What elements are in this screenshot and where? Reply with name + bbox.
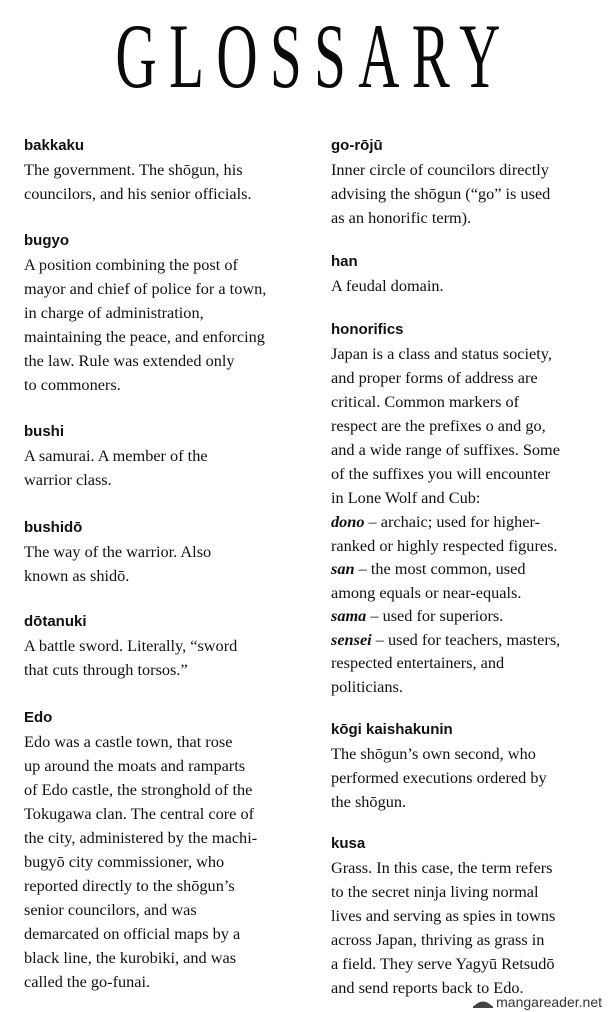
def-line: in Lone Wolf and Cub: xyxy=(331,488,481,507)
entry-term: kusa xyxy=(331,835,366,852)
entry-definition xyxy=(24,730,286,994)
def-line: advising the shōgun (“go” is used xyxy=(331,184,551,203)
entry-term: honorifics xyxy=(331,321,404,338)
suffix-line: sensei – used for teachers, masters, xyxy=(331,629,561,649)
entry-term: bushi xyxy=(24,423,64,440)
suffix-line: among equals or near-equals. xyxy=(331,582,522,602)
def-line: maintaining the peace, and enforcing xyxy=(24,327,265,346)
entry-term: bugyo xyxy=(24,232,69,249)
entry-definition xyxy=(24,158,286,206)
page-title: GLOSSARY xyxy=(115,5,513,107)
entry-term: bakkaku xyxy=(24,137,85,154)
entry-term: go-rōjū xyxy=(331,137,383,154)
def-line: called the go-funai. xyxy=(24,972,151,991)
entry-edo xyxy=(24,708,286,994)
def-line: demarcated on official maps by a xyxy=(24,924,241,943)
entry-bushi xyxy=(24,422,286,492)
def-line: reported directly to the shōgun’s xyxy=(24,876,235,895)
def-line: up around the moats and ramparts xyxy=(24,756,246,775)
entry-term: bushidō xyxy=(24,519,83,536)
def-line: Grass. In this case, the term refers xyxy=(331,858,553,877)
entry-definition xyxy=(24,444,286,492)
def-line: The government. The shōgun, his xyxy=(24,160,243,179)
def-line: to the secret ninja living normal xyxy=(331,882,539,901)
suffix-line: san – the most common, used xyxy=(331,559,526,578)
entry-term: han xyxy=(331,253,358,270)
entry-definition xyxy=(24,634,286,682)
watermark-text: mangareader.net xyxy=(496,994,602,1010)
def-line: The shōgun’s own second, who xyxy=(331,744,536,763)
def-line: the city, administered by the machi- xyxy=(24,828,258,847)
def-line: across Japan, thriving as grass in xyxy=(331,930,545,949)
def-line: performed executions ordered by xyxy=(331,768,547,787)
def-line: of the suffixes you will encounter xyxy=(331,464,550,483)
entry-definition xyxy=(24,540,286,588)
suffix-line: politicians. xyxy=(331,676,403,696)
def-line: A battle sword. Literally, “sword xyxy=(24,636,238,655)
def-line: Japan is a class and status society, xyxy=(331,344,552,363)
entry-go-roju xyxy=(331,136,593,230)
watermark-link[interactable] xyxy=(472,994,602,1010)
entry-definition xyxy=(331,856,593,1000)
entry-definition xyxy=(331,158,593,230)
entry-definition xyxy=(24,253,286,397)
entry-definition xyxy=(331,342,593,698)
entry-bushido xyxy=(24,518,286,588)
entry-definition xyxy=(331,274,593,298)
entry-term: Edo xyxy=(24,709,53,726)
suffix-line: sama – used for superiors. xyxy=(331,606,504,625)
def-line: A samurai. A member of the xyxy=(24,446,208,465)
def-line: Tokugawa clan. The central core of xyxy=(24,804,255,823)
def-line: The way of the warrior. Also xyxy=(24,542,212,561)
def-line: senior councilors, and was xyxy=(24,900,197,919)
def-line: the shōgun. xyxy=(331,792,407,811)
def-line: Inner circle of councilors directly xyxy=(331,160,549,179)
def-line: a field. They serve Yagyū Retsudō xyxy=(331,954,555,973)
def-line: to commoners. xyxy=(24,375,121,394)
entry-definition xyxy=(331,742,593,814)
def-line: bugyō city commissioner, who xyxy=(24,852,225,871)
entry-dotanuki xyxy=(24,612,286,682)
suffix-line: respected entertainers, and xyxy=(331,653,505,672)
entry-han xyxy=(331,252,593,298)
entry-bugyo xyxy=(24,231,286,397)
def-line: respect are the prefixes o and go, xyxy=(331,416,546,435)
entry-kusa xyxy=(331,834,593,1000)
def-line: and proper forms of address are xyxy=(331,368,538,387)
suffix-line: dono – archaic; used for higher- xyxy=(331,512,541,531)
def-line: and a wide range of suffixes. Some xyxy=(331,440,560,459)
def-line: in charge of administration, xyxy=(24,303,204,322)
def-line: councilors, and his senior officials. xyxy=(24,184,252,203)
def-line: black line, the kurobiki, and was xyxy=(24,948,237,967)
def-line: A position combining the post of xyxy=(24,255,238,274)
entry-bakkaku xyxy=(24,136,286,206)
hat-icon xyxy=(472,995,494,1009)
entry-term: dōtanuki xyxy=(24,613,87,630)
def-line: A feudal domain. xyxy=(331,276,444,295)
def-line: and send reports back to Edo. xyxy=(331,978,524,997)
def-line: critical. Common markers of xyxy=(331,392,520,411)
suffix-line: ranked or highly respected figures. xyxy=(331,535,558,555)
def-line: warrior class. xyxy=(24,470,112,489)
def-line: Edo was a castle town, that rose xyxy=(24,732,233,751)
def-line: of Edo castle, the stronghold of the xyxy=(24,780,253,799)
entry-honorifics xyxy=(331,320,593,698)
def-line: lives and serving as spies in towns xyxy=(331,906,556,925)
def-line: as an honorific term). xyxy=(331,208,472,227)
def-line: that cuts through torsos.” xyxy=(24,660,188,679)
entry-kogi-kaishakunin xyxy=(331,720,593,814)
def-line: mayor and chief of police for a town, xyxy=(24,279,267,298)
def-line: the law. Rule was extended only xyxy=(24,351,235,370)
entry-term: kōgi kaishakunin xyxy=(331,721,453,738)
def-line: known as shidō. xyxy=(24,566,130,585)
